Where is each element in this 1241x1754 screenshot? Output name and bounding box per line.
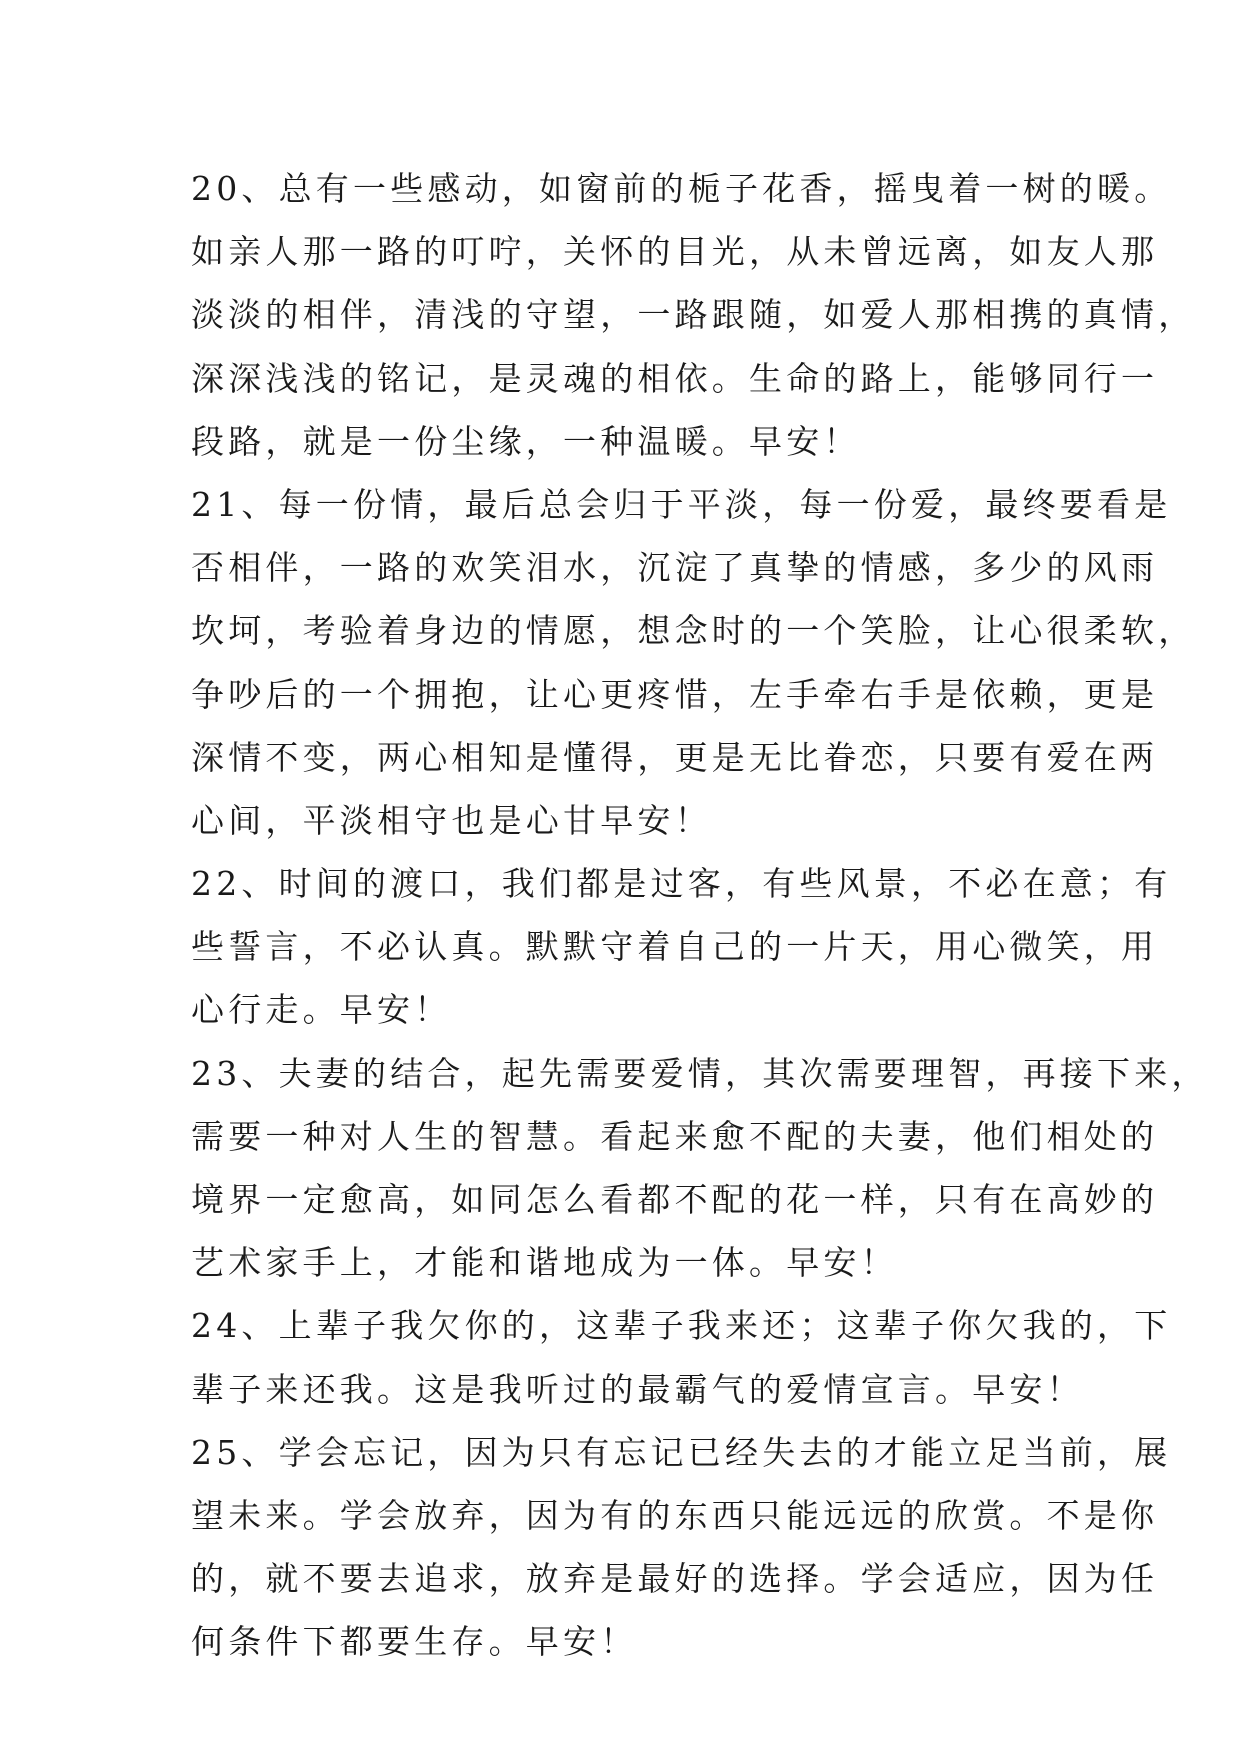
text-line: 淡淡的相伴，清浅的守望，一路跟随，如爱人那相携的真情， <box>191 295 1196 335</box>
document-body <box>191 157 1209 1674</box>
text-line: 如亲人那一路的叮咛，关怀的目光，从未曾远离，如友人那 <box>191 232 1159 272</box>
text-line: 20、总有一些感动，如窗前的栀子花香，摇曳着一树的暖。 <box>191 169 1172 208</box>
text-line: 坎坷，考验着身边的情愿，想念时的一个笑脸，让心很柔软， <box>191 611 1196 651</box>
text-line: 些誓言，不必认真。默默守着自己的一片天，用心微笑，用 <box>191 927 1159 967</box>
text-line: 望未来。学会放弃，因为有的东西只能远远的欣赏。不是你 <box>191 1495 1159 1535</box>
text-line: 何条件下都要生存。早安！ <box>191 1622 638 1662</box>
text-line: 24、上辈子我欠你的，这辈子我来还；这辈子你欠我的，下 <box>191 1306 1172 1346</box>
text-line: 辈子来还我。这是我听过的最霸气的爱情宣言。早安！ <box>191 1369 1084 1409</box>
text-line: 否相伴，一路的欢笑泪水，沉淀了真挚的情感，多少的风雨 <box>191 548 1159 588</box>
text-line: 艺术家手上，才能和谐地成为一体。早安！ <box>191 1243 898 1283</box>
text-line: 22、时间的渡口，我们都是过客，有些风景，不必在意；有 <box>191 864 1172 904</box>
text-line: 25、学会忘记，因为只有忘记已经失去的才能立足当前，展 <box>191 1432 1172 1472</box>
text-line: 的，就不要去追求，放弃是最好的选择。学会适应，因为任 <box>191 1559 1159 1599</box>
text-line: 段路，就是一份尘缘，一种温暖。早安！ <box>191 421 861 461</box>
text-line: 心行走。早安！ <box>191 990 452 1030</box>
text-line: 心间，平淡相守也是心甘早安！ <box>191 800 712 840</box>
text-line: 需要一种对人生的智慧。看起来愈不配的夫妻，他们相处的 <box>191 1116 1159 1156</box>
text-line: 境界一定愈高，如同怎么看都不配的花一样，只有在高妙的 <box>191 1180 1159 1219</box>
text-line: 23、夫妻的结合，起先需要爱情，其次需要理智，再接下来， <box>191 1053 1209 1093</box>
text-line: 深情不变，两心相知是懂得，更是无比眷恋，只要有爱在两 <box>191 737 1159 777</box>
text-line: 深深浅浅的铭记，是灵魂的相依。生命的路上，能够同行一 <box>191 358 1159 398</box>
text-line: 21、每一份情，最后总会归于平淡，每一份爱，最终要看是 <box>191 484 1172 524</box>
text-line: 争吵后的一个拥抱，让心更疼惜，左手牵右手是依赖，更是 <box>191 674 1159 714</box>
